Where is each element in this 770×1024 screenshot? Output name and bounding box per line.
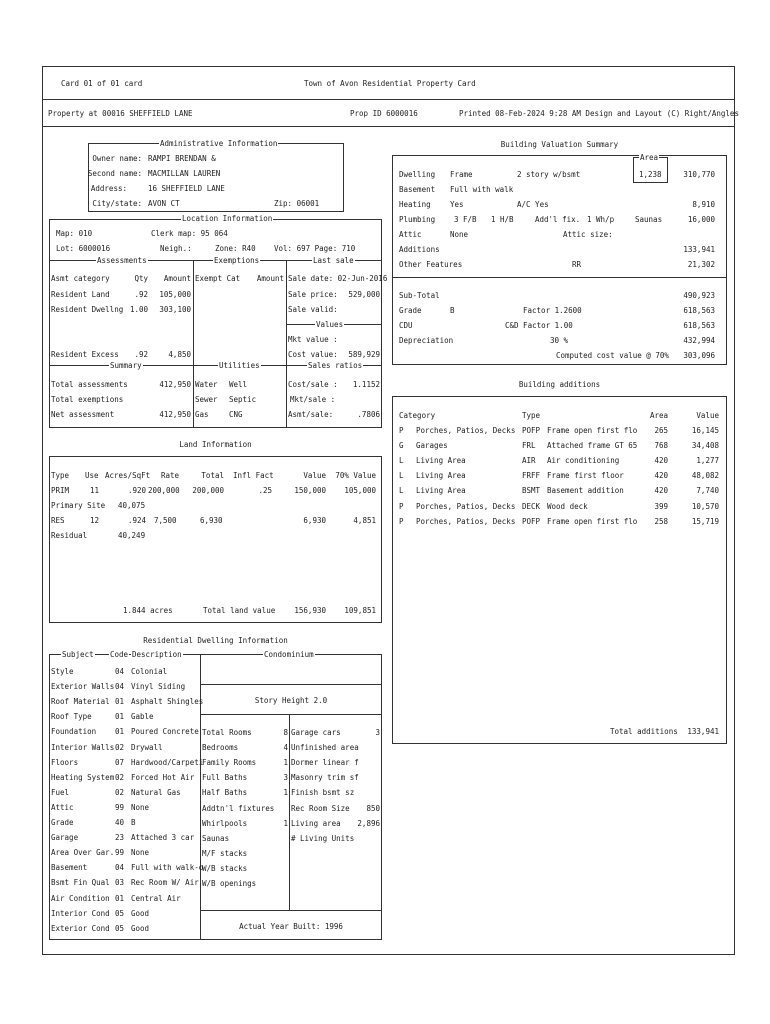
land-use: 12 bbox=[90, 516, 100, 525]
asmt-cat: Resident Dwellng bbox=[51, 305, 124, 314]
attic-val: None bbox=[450, 230, 469, 239]
subtotal-label: Sub-Total bbox=[399, 291, 440, 300]
dwelling-code: 02 bbox=[115, 772, 125, 782]
basement-label: Basement bbox=[399, 185, 436, 194]
dwelling-subject: Basement bbox=[51, 863, 88, 873]
addition-value: 16,145 bbox=[691, 426, 719, 435]
year-built: Actual Year Built: 1996 bbox=[239, 922, 343, 931]
room-label: Addtn'l fixtures bbox=[202, 803, 275, 813]
dwelling-subject: Exterior Walls bbox=[51, 682, 115, 692]
clerk-map: Clerk map: 95 064 bbox=[151, 229, 228, 238]
room-count: 1 bbox=[283, 788, 288, 798]
plumbing-hb: 1 H/B bbox=[491, 215, 514, 224]
header-divider bbox=[42, 99, 735, 100]
depreciation-label: Depreciation bbox=[399, 336, 454, 345]
land-total-label: Total land value bbox=[203, 606, 276, 615]
land-header-type: Type bbox=[51, 471, 70, 480]
valuation-title: Building Valuation Summary bbox=[500, 140, 619, 149]
addition-type-desc: Frame first floor bbox=[547, 471, 624, 481]
addition-area: 258 bbox=[654, 516, 668, 526]
addition-type-desc: Attached frame GT 65 bbox=[547, 441, 638, 451]
city-label: City/state: bbox=[92, 199, 142, 208]
prop-id: Prop ID 6000016 bbox=[350, 109, 418, 118]
feature-label: Rec Room Size bbox=[291, 803, 350, 813]
asmt-cat-header: Asmt category bbox=[51, 274, 110, 283]
plumbing-saunas: Saunas bbox=[635, 215, 663, 224]
land-header-acres: Acres/SqFt bbox=[105, 471, 151, 480]
feature-label: Living area bbox=[291, 818, 341, 828]
land-total-value: 156,930 bbox=[294, 606, 326, 615]
total-additions-value: 133,941 bbox=[687, 727, 719, 736]
subtotal-value: 490,923 bbox=[683, 291, 715, 300]
dwelling-description: Vinyl Siding bbox=[131, 682, 186, 692]
addition-value: 34,408 bbox=[691, 441, 719, 451]
additions-header-value: Value bbox=[696, 411, 719, 420]
addition-type-desc: Frame open first flo bbox=[547, 426, 638, 435]
dwelling-code: 40 bbox=[115, 818, 125, 827]
cdu-factor: C&D Factor 1.00 bbox=[505, 321, 573, 330]
dwelling-desc: 2 story w/bsmt bbox=[517, 170, 581, 179]
utility-value: Well bbox=[229, 380, 248, 389]
room-count: 8 bbox=[283, 728, 288, 737]
land-header-use: Use bbox=[85, 471, 99, 480]
location-title: Location Information bbox=[182, 214, 273, 223]
land-header-rate: Rate bbox=[161, 471, 180, 480]
lot-number: Lot: 6000016 bbox=[56, 244, 111, 253]
subject-header: Subject bbox=[62, 650, 94, 659]
assessments-title: Assessments bbox=[97, 256, 147, 265]
dwelling-description: Good bbox=[131, 923, 150, 933]
land-header-value: Value bbox=[303, 471, 326, 480]
valuation-mid-divider bbox=[392, 277, 727, 278]
addition-value: 48,082 bbox=[691, 471, 719, 481]
asmt-amt: 303,100 bbox=[159, 305, 191, 314]
dwelling-code: 01 bbox=[115, 697, 125, 707]
dwelling-code: 07 bbox=[115, 757, 125, 767]
dwelling-subject: Attic bbox=[51, 802, 74, 812]
summary-label: Net assessment bbox=[51, 410, 115, 419]
dwelling-area: 1,238 bbox=[639, 170, 662, 179]
cost-value: 589,929 bbox=[348, 350, 380, 359]
land-use: 11 bbox=[90, 486, 100, 495]
dwelling-description: Natural Gas bbox=[131, 787, 181, 797]
ac-val: A/C Yes bbox=[517, 200, 549, 209]
utility-key: Sewer bbox=[195, 395, 218, 404]
addition-value: 15,719 bbox=[691, 516, 719, 526]
property-address: Property at 00016 SHEFFIELD LANE bbox=[48, 109, 193, 118]
depreciation-value: 432,994 bbox=[683, 336, 715, 345]
attic-label: Attic bbox=[399, 230, 422, 239]
addition-type-code: AIR bbox=[522, 456, 536, 466]
dwelling-code: 05 bbox=[115, 923, 125, 933]
dwelling-description: Forced Hot Air bbox=[131, 772, 195, 782]
asmt-qty: .92 bbox=[134, 290, 148, 299]
asmt-cat: Resident Excess bbox=[51, 350, 119, 359]
additions-title: Building additions bbox=[518, 380, 601, 389]
addition-value: 1,277 bbox=[696, 456, 719, 466]
feature-label: Unfinished area bbox=[291, 743, 359, 753]
grade-label: Grade bbox=[399, 306, 422, 315]
addition-category: Porches, Patios, Decks bbox=[416, 501, 516, 511]
addition-category: Living Area bbox=[416, 456, 466, 466]
addition-code: P bbox=[399, 516, 404, 526]
additions-header-category: Category bbox=[399, 411, 436, 420]
exempt-amt-header: Amount bbox=[256, 274, 284, 283]
feature-value: 850 bbox=[366, 803, 380, 813]
heating-label: Heating bbox=[399, 200, 431, 209]
addition-code: L bbox=[399, 456, 404, 466]
land-type: Residual bbox=[51, 531, 88, 540]
cost-sale-label: Cost/sale : bbox=[288, 380, 338, 389]
land-type: RES bbox=[51, 516, 65, 525]
other-features-value: 21,302 bbox=[687, 260, 715, 269]
dwelling-description: Drywall bbox=[131, 742, 163, 752]
dwelling-value: 310,770 bbox=[683, 170, 715, 179]
summary-label: Total exemptions bbox=[51, 395, 124, 404]
dwelling-subject: Garage bbox=[51, 833, 79, 843]
condominium-title: Condominium bbox=[264, 650, 314, 659]
second-name-label: Second name: bbox=[87, 169, 142, 178]
dwelling-subject: Roof Type bbox=[51, 712, 92, 722]
heating-val: Yes bbox=[450, 200, 464, 209]
plumbing-whp: 1 Wh/p bbox=[587, 215, 615, 224]
dwelling-description: None bbox=[131, 848, 150, 858]
last-sale-title: Last sale bbox=[313, 256, 354, 265]
addition-area: 420 bbox=[654, 456, 668, 466]
other-features-label: Other Features bbox=[399, 260, 463, 269]
land-total: 200,000 bbox=[192, 486, 224, 495]
sale-price-label: Sale price: bbox=[288, 290, 338, 299]
dwelling-description: B bbox=[131, 818, 136, 827]
land-title: Land Information bbox=[179, 440, 252, 449]
dwelling-code: 99 bbox=[115, 802, 125, 812]
description-header: Description bbox=[132, 650, 182, 659]
dwelling-subject: Bsmt Fin Qual bbox=[51, 878, 110, 888]
dwelling-code: 23 bbox=[115, 833, 125, 843]
rooms-col-divider bbox=[289, 714, 290, 910]
address-label: Address: bbox=[90, 184, 127, 193]
room-label: M/F stacks bbox=[202, 848, 248, 858]
additions-header-type: Type bbox=[522, 411, 541, 420]
dwelling-title: Residential Dwelling Information bbox=[143, 636, 288, 645]
asmt-amt: 105,000 bbox=[159, 290, 191, 299]
dwelling-subject: Area Over Gar. bbox=[51, 848, 115, 858]
cdu-label: CDU bbox=[399, 321, 413, 330]
addition-type-desc: Air conditioning bbox=[547, 456, 620, 466]
land-total: 6,930 bbox=[200, 516, 223, 525]
addition-value: 10,570 bbox=[691, 501, 719, 511]
dwelling-code: 01 bbox=[115, 893, 125, 903]
dwelling-subject: Fuel bbox=[51, 787, 70, 797]
feature-label: # Living Units bbox=[291, 833, 355, 843]
cdu-value: 618,563 bbox=[683, 321, 715, 330]
land-header-70: 70% Value bbox=[335, 471, 376, 480]
room-label: W/B stacks bbox=[202, 863, 248, 873]
dwelling-code: 02 bbox=[115, 787, 125, 797]
dwelling-subject: Interior Cond bbox=[51, 908, 110, 918]
dwelling-description: None bbox=[131, 802, 150, 812]
feature-label: Garage cars bbox=[291, 728, 341, 737]
dwelling-subject: Roof Material bbox=[51, 697, 110, 707]
grade-factor: Factor 1.2600 bbox=[523, 306, 582, 315]
addition-type-code: POFP bbox=[522, 516, 541, 526]
dwelling-description: Hardwood/Carpeti bbox=[131, 757, 204, 767]
sale-date: Sale date: 02-Jun-2016 bbox=[288, 274, 388, 283]
dwelling-code: 05 bbox=[115, 908, 125, 918]
owner-name: RAMPI BRENDAN & bbox=[148, 154, 216, 163]
zip: Zip: 06001 bbox=[274, 199, 320, 208]
feature-label: Finish bsmt sz bbox=[291, 788, 355, 798]
room-label: Full Baths bbox=[202, 773, 248, 783]
land-type: PRIM bbox=[51, 486, 70, 495]
addition-code: G bbox=[399, 441, 404, 451]
sales-ratios-title: Sales ratios bbox=[308, 361, 363, 370]
addition-category: Living Area bbox=[416, 486, 466, 496]
cost-sale-ratio: 1.1152 bbox=[352, 380, 380, 389]
other-features-rr: RR bbox=[572, 260, 582, 269]
dwelling-code: 04 bbox=[115, 863, 125, 873]
feature-value: 3 bbox=[375, 728, 380, 737]
land-infl: .25 bbox=[258, 486, 272, 495]
room-count: 1 bbox=[283, 758, 288, 768]
addition-area: 420 bbox=[654, 486, 668, 496]
dwelling-code: 99 bbox=[115, 848, 125, 858]
dwelling-code: 04 bbox=[115, 682, 125, 692]
addition-area: 265 bbox=[654, 426, 668, 435]
room-label: Family Rooms bbox=[202, 758, 257, 768]
plumbing-label: Plumbing bbox=[399, 215, 436, 224]
utility-value: Septic bbox=[229, 395, 257, 404]
dwelling-description: Full with walk-o bbox=[131, 863, 204, 873]
addition-type-code: BSMT bbox=[522, 486, 541, 496]
volume-page: Vol: 697 Page: 710 bbox=[274, 244, 356, 253]
grade-value: 618,563 bbox=[683, 306, 715, 315]
owner-label: Owner name: bbox=[92, 154, 142, 163]
land-70-value: 105,000 bbox=[344, 486, 376, 495]
addition-category: Porches, Patios, Decks bbox=[416, 426, 516, 435]
dwelling-code: 01 bbox=[115, 727, 125, 737]
dwelling-subject: Floors bbox=[51, 757, 79, 767]
neighborhood: Neigh.: bbox=[160, 244, 192, 253]
sale-price: 529,000 bbox=[348, 290, 380, 299]
cost-value-label: Cost value: bbox=[288, 350, 338, 359]
addition-category: Living Area bbox=[416, 471, 466, 481]
land-type: Primary Site bbox=[51, 501, 106, 510]
dwelling-subject: Interior Walls bbox=[51, 742, 115, 752]
printed-date: Printed 08-Feb-2024 9:28 AM Design and Layout (C) Right/Angles bbox=[459, 109, 739, 118]
col-divider-1 bbox=[193, 260, 194, 428]
plumbing-addl: Add'l fix. bbox=[535, 215, 581, 224]
dwelling-type: Frame bbox=[450, 170, 473, 179]
mkt-value-label: Mkt value : bbox=[288, 335, 338, 344]
computed-cost-label: Computed cost value @ 70% bbox=[556, 351, 669, 360]
asmt-sale-ratio: .7806 bbox=[357, 410, 380, 419]
dwelling-subject: Grade bbox=[51, 818, 74, 827]
grade-val: B bbox=[450, 306, 455, 315]
addition-code: L bbox=[399, 486, 404, 496]
room-label: Bedrooms bbox=[202, 743, 239, 753]
utility-key: Water bbox=[195, 380, 218, 389]
additions-label: Additions bbox=[399, 245, 440, 254]
computed-cost-value: 303,096 bbox=[683, 351, 715, 360]
dwelling-description: Poured Concrete bbox=[131, 727, 199, 737]
land-header-infl: Infl Fact bbox=[233, 471, 274, 480]
addition-type-code: FRL bbox=[522, 441, 536, 451]
room-count: 4 bbox=[283, 743, 288, 753]
dwelling-subject: Air Condition bbox=[51, 893, 110, 903]
mkt-sale-label: Mkt/sale : bbox=[290, 395, 336, 404]
exempt-cat-header: Exempt Cat bbox=[195, 274, 241, 283]
land-value: 150,000 bbox=[294, 486, 326, 495]
summary-value: 412,950 bbox=[159, 380, 191, 389]
addition-type-desc: Basement addition bbox=[547, 486, 624, 496]
plumbing-value: 16,000 bbox=[687, 215, 715, 224]
attic-size: Attic size: bbox=[563, 230, 613, 239]
asmt-cat: Resident Land bbox=[51, 290, 110, 299]
room-label: Whirlpools bbox=[202, 818, 248, 828]
header-divider-2 bbox=[42, 126, 735, 127]
feature-label: Dormer linear f bbox=[291, 758, 359, 768]
addition-type-code: POFP bbox=[522, 426, 541, 435]
dwelling-description: Attached 3 car bbox=[131, 833, 195, 843]
addition-code: P bbox=[399, 426, 404, 435]
col-divider-2 bbox=[286, 260, 287, 428]
land-70-value: 4,851 bbox=[353, 516, 376, 525]
summary-title: Summary bbox=[110, 361, 142, 370]
feature-label: Masonry trim sf bbox=[291, 773, 359, 783]
sale-valid: Sale valid: bbox=[288, 305, 338, 314]
dwelling-code: 03 bbox=[115, 878, 125, 888]
utilities-title: Utilities bbox=[219, 361, 260, 370]
land-box bbox=[49, 456, 382, 623]
dwelling-code: 02 bbox=[115, 742, 125, 752]
year-divider bbox=[200, 910, 382, 911]
dwelling-description: Good bbox=[131, 908, 150, 918]
addition-category: Garages bbox=[416, 441, 448, 451]
admin-title: Administrative Information bbox=[160, 139, 278, 148]
condo-divider bbox=[200, 684, 382, 685]
addition-type-desc: Frame open first flo bbox=[547, 516, 638, 526]
dwelling-description: Gable bbox=[131, 712, 154, 722]
dwelling-subject: Foundation bbox=[51, 727, 97, 737]
room-label: W/B openings bbox=[202, 879, 257, 888]
town-title: Town of Avon Residential Property Card bbox=[304, 79, 476, 88]
room-label: Saunas bbox=[202, 833, 230, 843]
utility-key: Gas bbox=[195, 410, 209, 419]
additions-header-area: Area bbox=[649, 411, 668, 420]
room-label: Half Baths bbox=[202, 788, 248, 798]
utility-value: CNG bbox=[229, 410, 243, 419]
addition-type-code: DECK bbox=[522, 501, 541, 511]
dwelling-description: Colonial bbox=[131, 667, 168, 676]
land-value: 6,930 bbox=[303, 516, 326, 525]
code-header: Code bbox=[110, 650, 129, 659]
feature-value: 2,896 bbox=[357, 818, 380, 828]
addition-area: 420 bbox=[654, 471, 668, 481]
addition-type-desc: Wood deck bbox=[547, 501, 588, 511]
land-rate: 200,000 bbox=[148, 486, 180, 495]
room-label: Total Rooms bbox=[202, 728, 252, 737]
map-number: Map: 010 bbox=[56, 229, 93, 238]
city-state: AVON CT bbox=[148, 199, 180, 208]
area-label: Area bbox=[640, 153, 659, 162]
total-additions-label: Total additions bbox=[610, 727, 678, 736]
asmt-amt: 4,850 bbox=[168, 350, 191, 359]
addition-type-code: FRFF bbox=[522, 471, 541, 481]
heating-value: 8,910 bbox=[692, 200, 715, 209]
dwelling-description: Asphalt Shingles bbox=[131, 697, 204, 707]
dwelling-code: 01 bbox=[115, 712, 125, 722]
story-height: Story Height 2.0 bbox=[254, 696, 328, 705]
land-total-70: 109,851 bbox=[344, 606, 376, 615]
second-name: MACMILLAN LAUREN bbox=[148, 169, 221, 178]
dwelling-subject: Exterior Cond bbox=[51, 923, 110, 933]
dwelling-description: Rec Room W/ Air bbox=[131, 878, 199, 888]
land-acres: .920 bbox=[127, 486, 146, 495]
asmt-amt-header: Amount bbox=[163, 274, 191, 283]
story-divider bbox=[200, 714, 382, 715]
dwelling-code: 04 bbox=[115, 667, 125, 676]
dwelling-subject: Heating System bbox=[51, 772, 115, 782]
dwelling-description: Central Air bbox=[131, 893, 181, 903]
land-acres: 40,249 bbox=[118, 531, 146, 540]
exemptions-title: Exemptions bbox=[214, 256, 260, 265]
land-rate: 7,500 bbox=[154, 516, 177, 525]
addition-value: 7,740 bbox=[696, 486, 719, 496]
addition-area: 399 bbox=[654, 501, 668, 511]
asmt-qty-header: Qty bbox=[134, 274, 148, 283]
addition-code: L bbox=[399, 471, 404, 481]
dwelling-subject: Style bbox=[51, 667, 74, 676]
asmt-sale-label: Asmt/sale: bbox=[288, 410, 334, 419]
zone: Zone: R40 bbox=[215, 244, 256, 253]
asmt-qty: .92 bbox=[134, 350, 148, 359]
depreciation-pct: 30 % bbox=[550, 336, 569, 345]
room-count: 3 bbox=[283, 773, 288, 783]
basement-desc: Full with walk bbox=[450, 185, 514, 194]
addition-area: 768 bbox=[654, 441, 668, 451]
additions-value: 133,941 bbox=[683, 245, 715, 254]
card-number: Card 01 of 01 card bbox=[61, 79, 143, 88]
land-header-total: Total bbox=[201, 471, 224, 480]
asmt-qty: 1.00 bbox=[129, 305, 148, 314]
addition-category: Porches, Patios, Decks bbox=[416, 516, 516, 526]
land-acres: 40,075 bbox=[118, 501, 146, 510]
dwelling-label: Dwelling bbox=[399, 170, 436, 179]
summary-label: Total assessments bbox=[51, 380, 128, 389]
room-count: 1 bbox=[283, 818, 288, 828]
summary-value: 412,950 bbox=[159, 410, 191, 419]
values-title: Values bbox=[316, 320, 344, 329]
land-acres-total: 1.844 acres bbox=[123, 606, 173, 615]
land-acres: .924 bbox=[127, 516, 146, 525]
plumbing-fb: 3 F/B bbox=[454, 215, 477, 224]
address: 16 SHEFFIELD LANE bbox=[148, 184, 225, 193]
addition-code: P bbox=[399, 501, 404, 511]
